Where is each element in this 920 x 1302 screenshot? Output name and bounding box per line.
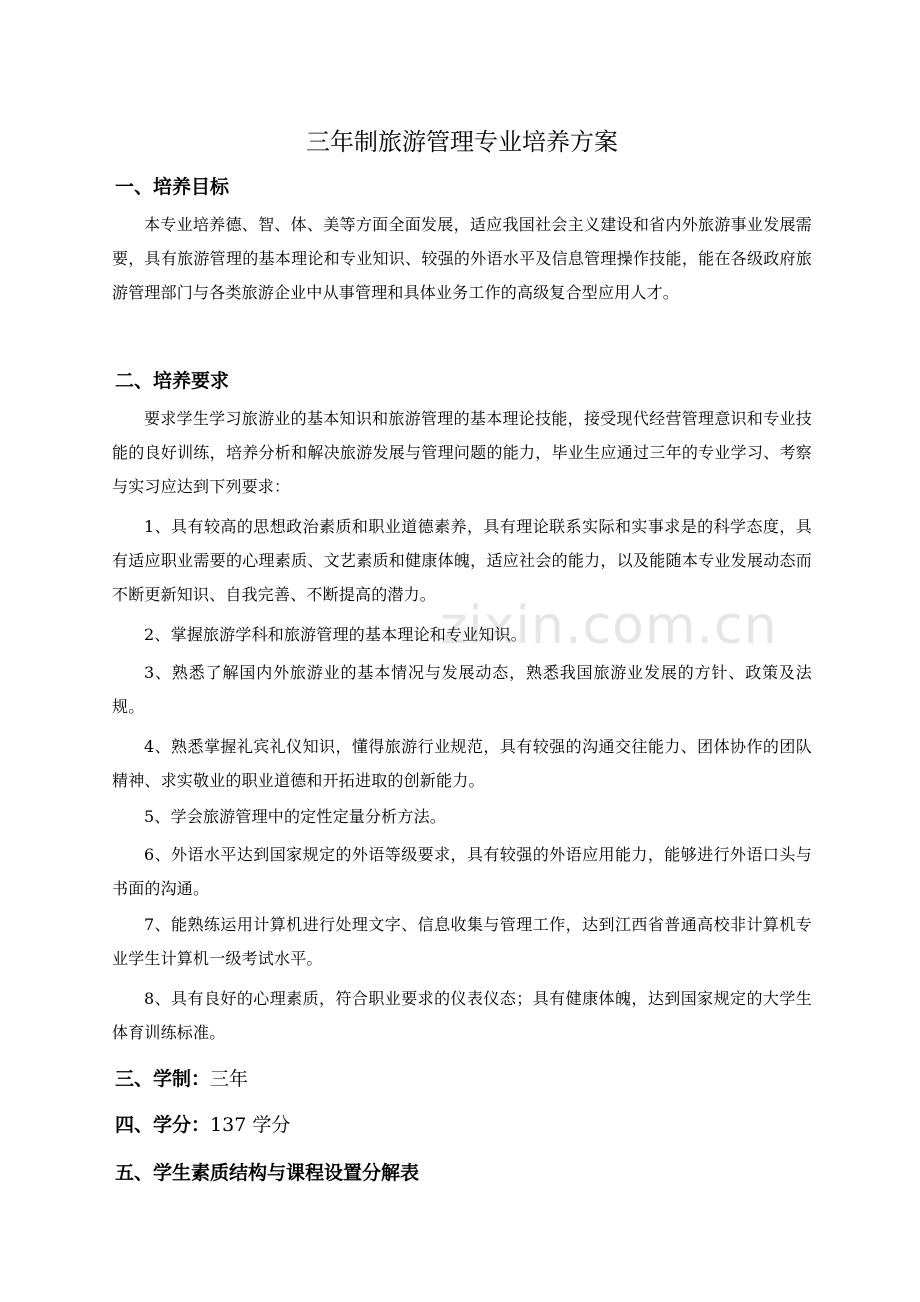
section-heading-credits bbox=[115, 1110, 290, 1137]
requirement-item-2: 2、掌握旅游学科和旅游管理的基本理论和专业知识。 bbox=[144, 625, 527, 644]
section-heading-duration bbox=[115, 1064, 248, 1091]
requirement-item-1: 1、具有较高的思想政治素质和职业道德素养，具有理论联系实际和实事求是的科学态度，具有适应职业需要的心理素质、文艺素质和健康体魄，适应社会的能力，以及能随本专业发展动态而不断更新知识、自我完善、不断提高的潜力。 bbox=[112, 517, 812, 604]
requirement-item-8: 8、具有良好的心理素质，符合职业要求的仪表仪态；具有健康体魄，达到国家规定的大学生体育训练标准。 bbox=[112, 989, 812, 1042]
section-heading-course-structure: 五、学生素质结构与课程设置分解表 bbox=[115, 1162, 420, 1184]
requirements-intro: 要求学生学习旅游业的基本知识和旅游管理的基本理论技能，接受现代经营管理意识和专业技能的良好训练，培养分析和解决旅游发展与管理问题的能力，毕业生应通过三年的专业学习、考察与实习应达到下列要求： bbox=[112, 409, 812, 496]
credits-label: 四、学分： bbox=[115, 1114, 211, 1136]
duration-label: 三、学制： bbox=[115, 1068, 211, 1090]
duration-value: 三年 bbox=[210, 1068, 249, 1090]
watermark: zixin.com.cn bbox=[440, 596, 778, 656]
section-heading-training-goal: 一、培养目标 bbox=[115, 176, 230, 198]
credits-value: 137 学分 bbox=[210, 1114, 291, 1136]
requirement-item-3: 3、熟悉了解国内外旅游业的基本情况与发展动态，熟悉我国旅游业发展的方针、政策及法规。 bbox=[112, 663, 812, 716]
requirement-item-6: 6、外语水平达到国家规定的外语等级要求，具有较强的外语应用能力，能够进行外语口头与书面的沟通。 bbox=[112, 845, 812, 898]
section-training-goal-body: 本专业培养德、智、体、美等方面全面发展，适应我国社会主义建设和省内外旅游事业发展需要，具有旅游管理的基本理论和专业知识、较强的外语水平及信息管理操作技能，能在各级政府旅游管理部门与各类旅游企业中从事管理和具体业务工作的高级复合型应用人才。 bbox=[112, 215, 812, 302]
requirement-item-5: 5、学会旅游管理中的定性定量分析方法。 bbox=[144, 807, 446, 826]
requirement-item-4: 4、熟悉掌握礼宾礼仪知识，懂得旅游行业规范，具有较强的沟通交往能力、团体协作的团队精神、求实敬业的职业道德和开拓进取的创新能力。 bbox=[112, 737, 812, 790]
section-heading-training-requirements: 二、培养要求 bbox=[115, 370, 230, 392]
requirement-item-7: 7、能熟练运用计算机进行处理文字、信息收集与管理工作，达到江西省普通高校非计算机专业学生计算机一级考试水平。 bbox=[112, 915, 812, 968]
document-title: 三年制旅游管理专业培养方案 bbox=[306, 128, 618, 156]
